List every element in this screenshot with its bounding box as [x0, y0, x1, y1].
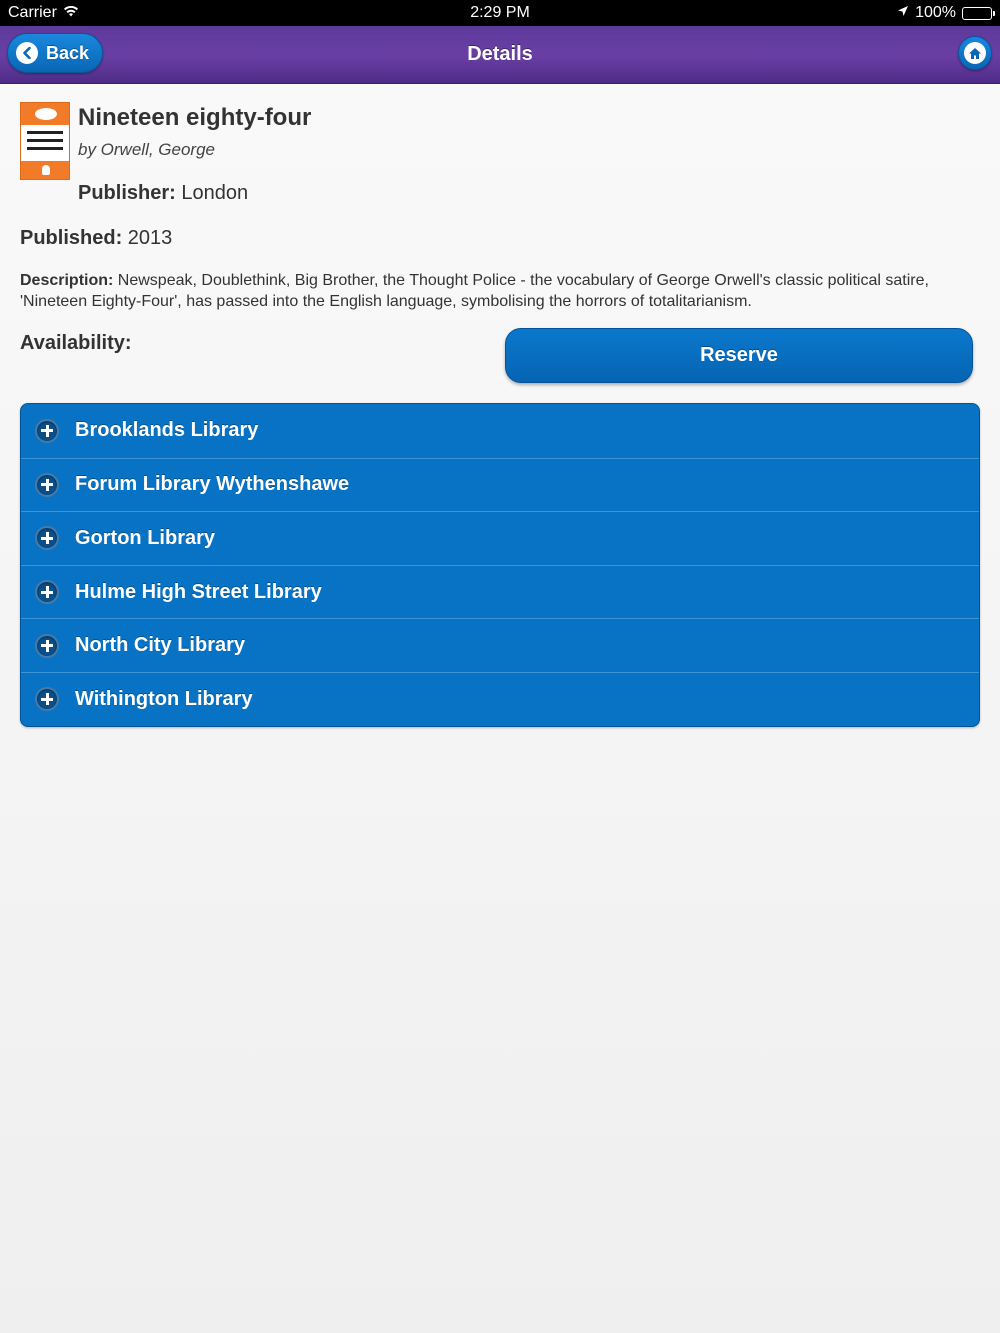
home-button[interactable] — [958, 36, 992, 70]
reserve-button[interactable]: Reserve — [505, 328, 973, 383]
plus-icon — [35, 526, 59, 550]
description-label: Description: — [20, 272, 114, 289]
library-name: Forum Library Wythenshawe — [75, 473, 350, 496]
location-arrow-icon — [897, 4, 909, 22]
published-label: Published: — [20, 227, 123, 249]
availability-label: Availability: — [20, 332, 132, 354]
book-cover — [20, 102, 70, 180]
back-label: Back — [46, 42, 90, 63]
library-name: Brooklands Library — [75, 419, 259, 442]
plus-icon — [35, 473, 59, 497]
description-text: Newspeak, Doublethink, Big Brother, the Thought Police - the vocabulary of George Orwell's classic political satire, 'Nineteen Eighty-Four', has passed into the English language, symbolising the horrors of totalitarianism. — [20, 272, 929, 310]
library-name: Withington Library — [75, 687, 253, 710]
home-icon — [964, 42, 986, 64]
publisher-label: Publisher: — [78, 182, 176, 204]
status-left — [8, 4, 79, 22]
library-name: North City Library — [75, 634, 246, 657]
published — [20, 227, 980, 250]
description — [20, 270, 980, 312]
book-author: by Orwell, George — [78, 140, 215, 159]
page-title: Details — [467, 43, 533, 65]
battery-icon — [962, 7, 992, 20]
book-header — [20, 102, 980, 205]
library-item-forum-wythenshawe[interactable] — [21, 458, 979, 512]
library-item-brooklands[interactable] — [21, 404, 979, 458]
library-item-gorton[interactable] — [21, 511, 979, 565]
status-right — [897, 4, 992, 22]
content — [0, 84, 1000, 727]
library-item-hulme-high-street[interactable] — [21, 565, 979, 619]
carrier-label: Carrier — [8, 4, 57, 21]
plus-icon — [35, 634, 59, 658]
publisher — [78, 182, 311, 205]
back-button[interactable] — [7, 33, 103, 73]
status-time: 2:29 PM — [470, 4, 530, 21]
plus-icon — [35, 419, 59, 443]
plus-icon — [35, 687, 59, 711]
plus-icon — [35, 580, 59, 604]
chevron-left-icon — [16, 42, 38, 64]
library-name: Gorton Library — [75, 526, 216, 549]
library-item-withington[interactable] — [21, 672, 979, 726]
nav-bar — [0, 26, 1000, 84]
publisher-value: London — [181, 182, 249, 204]
availability-row — [20, 328, 980, 383]
published-value: 2013 — [127, 227, 173, 249]
book-info — [78, 102, 311, 205]
wifi-icon — [63, 4, 79, 22]
library-item-north-city[interactable] — [21, 618, 979, 672]
library-name: Hulme High Street Library — [75, 580, 322, 603]
book-title: Nineteen eighty-four — [78, 104, 312, 131]
library-list — [20, 403, 980, 727]
status-bar — [0, 0, 1000, 26]
battery-percent: 100% — [915, 4, 956, 21]
